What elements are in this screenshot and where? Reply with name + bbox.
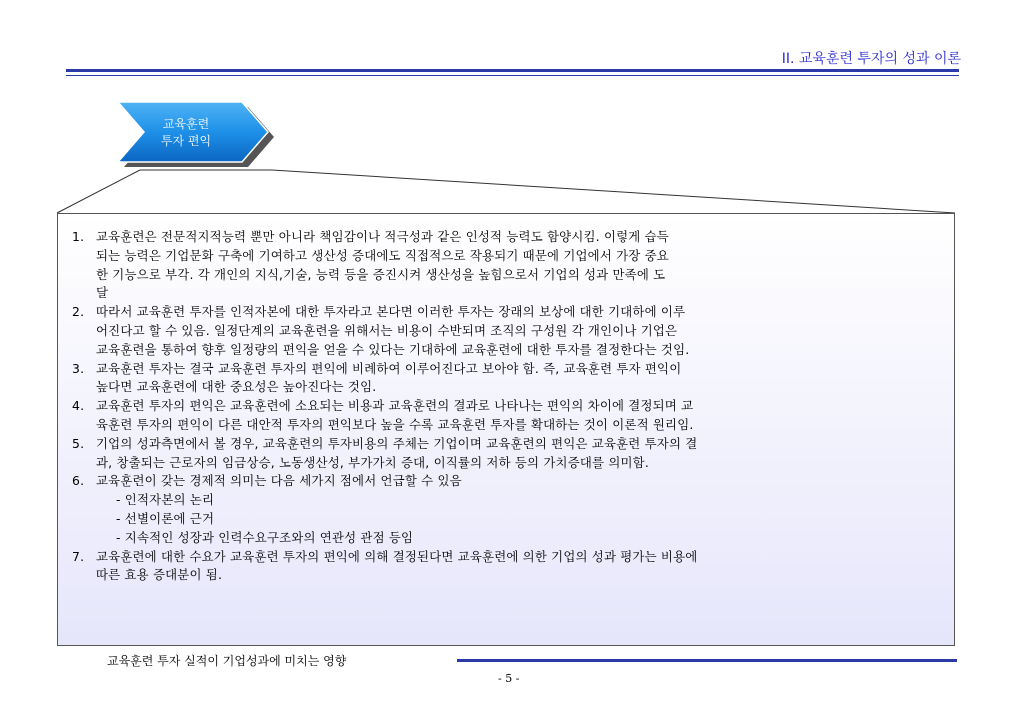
list-item-line (72, 435, 952, 454)
list-item-text: 되는 능력은 기업문화 구축에 기여하고 생산성 증대에도 직접적으로 작용되기 때문에 기업에서 가장 중요 (96, 247, 669, 263)
list-item-text: 과, 창출되는 근로자의 임금상승, 노동생산성, 부가가치 증대, 이직률의 저하 등의 가치증대를 의미함. (96, 454, 649, 470)
list-item-number: 6. (72, 473, 85, 489)
list-item-text: 따른 효용 증대분이 됨. (96, 567, 223, 583)
list-item-number (72, 266, 96, 285)
badge-line-1: 교육훈련 (162, 117, 210, 131)
list-item-text: 교육훈련 투자는 결국 교육훈련 투자의 편익에 비례하여 이루어진다고 보아야 함. 즉, 교육훈련 투자 편익이 (96, 360, 682, 376)
list-item-number (72, 378, 96, 397)
list-item-number: 3. (72, 360, 85, 376)
list-item-text: 교육훈련이 갖는 경제적 의미는 다음 세가지 점에서 언급할 수 있음 (96, 473, 462, 489)
list-item-line (72, 454, 952, 473)
list-item-number (72, 247, 96, 266)
footer-rule (457, 659, 957, 662)
list-item-line (72, 322, 952, 341)
list-item-text: 달 (96, 285, 109, 301)
list-item-number: 2. (72, 304, 85, 320)
list-item-line (72, 472, 952, 491)
list-item-number (72, 454, 96, 473)
list-item-number: 5. (72, 435, 85, 451)
list-item-number: 1. (72, 229, 85, 244)
badge-label (130, 116, 242, 150)
numbered-list (72, 228, 952, 585)
list-item-number: 4. (72, 398, 85, 414)
list-item-line (72, 228, 952, 247)
list-item-line (72, 416, 952, 435)
list-item-number (72, 322, 96, 341)
list-item-line (72, 566, 952, 585)
list-item-text: - 지속적인 성장과 인력수요구조와의 연관성 관점 등임 (116, 529, 414, 545)
badge-line-2: 투자 편익 (160, 134, 212, 148)
list-item-number (72, 416, 96, 435)
list-item-text: 육훈련 투자의 편익이 다른 대안적 투자의 편익보다 높을 수록 교육훈련 투자를 확대하는 것이 이론적 원리임. (96, 416, 694, 432)
list-item-line (72, 397, 952, 416)
list-item-number (72, 341, 96, 360)
footer-title: 교육훈련 투자 실적이 기업성과에 미치는 영향 (107, 654, 347, 668)
list-item-text: 따라서 교육훈련 투자를 인적자본에 대한 투자라고 본다면 이러한 투자는 장래의 보상에 대한 기대하에 이루 (96, 304, 686, 320)
list-item-text: 교육훈련 투자의 편익은 교육훈련에 소요되는 비용과 교육훈련의 결과로 나타나는 편익의 차이에 결정되며 교 (96, 398, 694, 414)
list-item-line (72, 266, 952, 285)
list-item-text: 기업의 성과측면에서 볼 경우, 교육훈련의 투자비용의 주체는 기업이며 교육훈련의 편익은 교육훈련 투자의 결 (96, 435, 698, 451)
list-item-text: 어진다고 할 수 있음. 일정단계의 교육훈련을 위해서는 비용이 수반되며 조직의 구성원 각 개인이나 기업은 (96, 322, 678, 338)
list-item-line (72, 247, 952, 266)
list-item-text: - 선별이론에 근거 (116, 510, 215, 526)
list-item-line (72, 360, 952, 379)
list-item-line (72, 510, 952, 529)
list-item-line (72, 491, 952, 510)
list-item-text: 교육훈련에 대한 수요가 교육훈련 투자의 편익에 의해 결정된다면 교육훈련에 의한 기업의 성과 평가는 비용에 (96, 548, 698, 564)
list-item-line (72, 341, 952, 360)
page-header-title: II. 교육훈련 투자의 성과 이론 (781, 51, 961, 67)
list-item-line (72, 529, 952, 548)
list-item-number: 7. (72, 548, 85, 564)
callout-line-left (57, 170, 140, 213)
list-item-text: - 인적자본의 논리 (116, 492, 215, 508)
page-number: - 5 - (498, 672, 520, 685)
list-item-text: 교육훈련은 전문적지적능력 뿐만 아니라 책임감이나 적극성과 같은 인성적 능력도 함양시킴. 이렇게 습득 (96, 229, 669, 244)
callout-line-right (272, 170, 955, 213)
list-item-text: 높다면 교육훈련에 대한 중요성은 높아진다는 것임. (96, 379, 377, 395)
list-item-line (72, 548, 952, 567)
list-item-line (72, 378, 952, 397)
list-item-line (72, 284, 952, 303)
list-item-number (72, 566, 96, 585)
list-item-text: 한 기능으로 부각. 각 개인의 지식,기술, 능력 등을 증진시켜 생산성을 높힘으로서 기업의 성과 만족에 도 (96, 266, 666, 282)
list-item-number (72, 284, 96, 303)
list-item-line (72, 303, 952, 322)
list-item-text: 교육훈련을 통하여 향후 일정량의 편익을 얻을 수 있다는 기대하에 교육훈련에 대한 투자를 결정한다는 것임. (96, 341, 690, 357)
